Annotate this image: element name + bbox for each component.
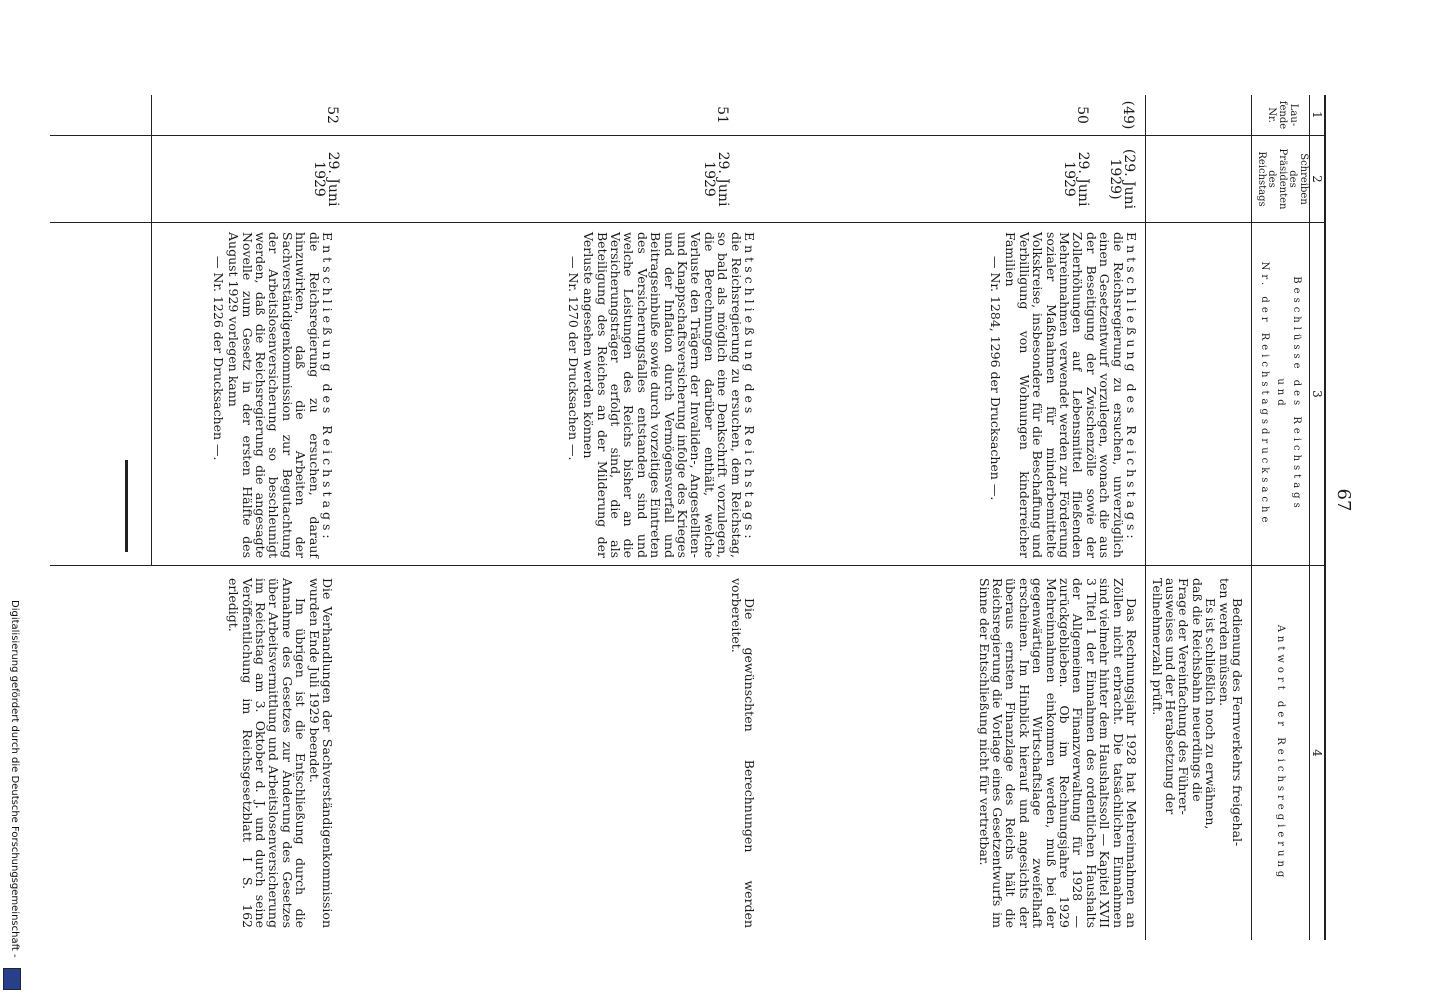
carryover-line: ten werden müssen. xyxy=(1216,578,1232,707)
footer-text: Digitalisierung gefördert durch die Deutsche Forschungsgemeinschaft - xyxy=(9,600,20,958)
col2-header-line: Präsidenten xyxy=(1277,148,1288,210)
answer-51 xyxy=(729,578,756,928)
date-line: 29. Juni xyxy=(715,151,731,207)
date-line: 1929) xyxy=(1107,158,1123,200)
resolution-heading: Entschließung des Reichstags: xyxy=(1124,232,1139,543)
row-rule-52 xyxy=(151,95,152,565)
carryover-line: daß die Reichsbahn neuerdings die xyxy=(1189,578,1205,802)
col3-header-line1: Beschlüsse des Reichstags xyxy=(1291,276,1302,512)
col1-header-line: fende xyxy=(1277,100,1288,130)
resolution-52 xyxy=(211,232,334,558)
col1-header xyxy=(1266,95,1299,135)
col2-header-line: des xyxy=(1287,170,1299,188)
col3-header xyxy=(1256,223,1304,565)
col2-header-line: des xyxy=(1266,170,1278,188)
col1-header-line: Nr. xyxy=(1266,107,1277,123)
col4-header: Antwort der Reichsregierung xyxy=(1275,624,1286,882)
carryover-line: Bedienung des Fernverkehrs freigehal- xyxy=(1230,598,1245,847)
answer-text: Die Verhandlungen der Sachverständigenkommission wurden Ende Juli 1929 beendet. xyxy=(306,578,335,928)
date-line: 29. Juni xyxy=(1075,151,1091,207)
row-number-52: 52 xyxy=(324,106,340,124)
col2-header-line: Reichstags xyxy=(1256,151,1267,207)
col1-number: 1 xyxy=(1310,111,1324,119)
resolution-reference: — Nr. 1284, 1296 der Drucksachen —. xyxy=(987,256,1003,501)
row-number-49: (49) xyxy=(1120,100,1136,130)
answer-text: Die gewünschten Berechnungen werden vorbereitet. xyxy=(728,578,757,928)
row-rule-49 xyxy=(1145,95,1146,940)
digitization-footer xyxy=(2,600,20,990)
col3-number: 3 xyxy=(1310,390,1324,398)
dfg-logo-icon xyxy=(3,968,21,990)
carryover-line: Es ist schließlich noch zu erwähnen, xyxy=(1203,598,1219,830)
answer-50 xyxy=(977,578,1138,928)
resolution-reference: — Nr. 1270 der Drucksachen —. xyxy=(565,256,581,461)
row-number-51: 51 xyxy=(714,106,730,124)
resolution-heading: Entschließung des Reichstags: xyxy=(320,232,335,543)
row-date-49 xyxy=(1108,136,1136,222)
date-line: 1929 xyxy=(701,161,717,197)
row-date-50 xyxy=(1062,136,1090,222)
col3-header-line2: und xyxy=(1275,378,1286,410)
row-date-51 xyxy=(702,136,730,222)
answer-52 xyxy=(227,578,334,928)
date-line: 1929 xyxy=(1061,161,1077,197)
answer-text: Das Rechnungsjahr 1928 hat Mehreinnahmen an Zöllen nicht erbracht. Die tatsächlichen Einnahmen sind vielmehr hinter dem Haushaltssoll — Kapitel XVII 3 Titel 1 der Einnahmen des ordentlichen Haushalts der Allgemeinen Finanzverwaltung für 1928 — zurückgeblieben. Ob im Rechnungsjahre 1929 Mehreinnahmen einkommen werden, muß bei der gegenwärtigen Wirtschaftslage zweifelhaft erscheinen. Im Hinblick hierauf und angesichts der überaus ernsten Finanzlage des Reichs hält die Reichsregierung die Vorlage eines Gesetzentwurfs im Sinne der Entschließung nicht für vertretbar. xyxy=(976,578,1139,928)
carryover-line: ausweises und der Herabsetzung der xyxy=(1162,578,1178,815)
resolution-50 xyxy=(989,232,1138,558)
col2-header xyxy=(1256,136,1309,222)
row-date-52 xyxy=(312,136,340,222)
date-line: 29. Juni xyxy=(325,151,341,207)
col3-header-line3: Nr. der Reichstagsdrucksache xyxy=(1259,261,1270,527)
carryover-answer xyxy=(1150,578,1244,928)
binding-mark xyxy=(125,460,128,552)
resolution-reference: — Nr. 1226 der Drucksachen —. xyxy=(210,256,226,461)
carryover-line: Frage der Vereinfachung des Führer- xyxy=(1176,578,1192,815)
col1-header-line: Lau- xyxy=(1288,103,1299,127)
row-number-50: 50 xyxy=(1074,106,1090,124)
resolution-heading: Entschließung des Reichstags: xyxy=(742,232,757,543)
col2-header-line: Schreiben xyxy=(1298,153,1309,205)
date-line: (29. Juni xyxy=(1121,148,1137,210)
resolution-text: die Reichsregierung zu ersuchen, dem Reichstag, so bald als möglich eine Denkschrift vorzulegen, die Berechnungen darüber enthält, welche Verluste den Trägern der Invaliden-, Angestellten- und Knappschaftsversicherung infolge des Krieges und der Inflation durch Vermögensverfall und Beitragseinbuße sowie durch vorzeitiges Eintreten des Versicherungsfalles entstanden sind und welche Leistungen des Reichs bisher an die Versicherungsträger erfolgt sind, die als Beteiligung des Reiches an der Milderung der Verluste angesehen werden können xyxy=(581,232,744,558)
date-line: 1929 xyxy=(311,161,327,197)
resolution-text: die Reichsregierung zu ersuchen, unverzüglich einen Gesetzentwurf vorzulegen, wonach die aus der Beseitigung der Zwischenzölle sowie der Zollerhöhungen auf Lebensmittel fließenden Mehreinnahmen verwendet werden zur Förderung sozialer Maßnahmen für minderbemittelte Volkskreise, insbesondere für die Beschaffung und Verbilligung von Wohnungen kinderreicher Familien xyxy=(1003,232,1126,558)
col2-divider xyxy=(50,222,1326,223)
col3-divider xyxy=(50,565,1326,566)
col2-number: 2 xyxy=(1310,175,1324,183)
resolution-text: die Reichsregierung zu ersuchen, darauf hinzuwirken, daß die Arbeiten der Sachverständigenkommission zur Begutachtung der Arbeitslosenversicherung so beschleunigt werden, daß die Reichsregierung die angesagte Novelle zum Gesetz in der ersten Hälfte des August 1929 vorlegen kann xyxy=(226,232,322,558)
answer-text: Im übrigen ist die Entschließung durch die Annahme des Gesetzes zur Änderung des Gesetzes über Arbeitsvermittlung und Arbeitslosenversicherung im Reichstag am 3. Oktober d. J. und durch seine Veröffentlichung im Reichsgesetzblatt I S. 162 erledigt. xyxy=(226,578,309,928)
carryover-line: Teilnehmerzahl prüft. xyxy=(1149,578,1165,716)
resolution-51 xyxy=(566,232,756,558)
col4-number: 4 xyxy=(1310,749,1324,757)
page-number: 67 xyxy=(1333,488,1354,512)
